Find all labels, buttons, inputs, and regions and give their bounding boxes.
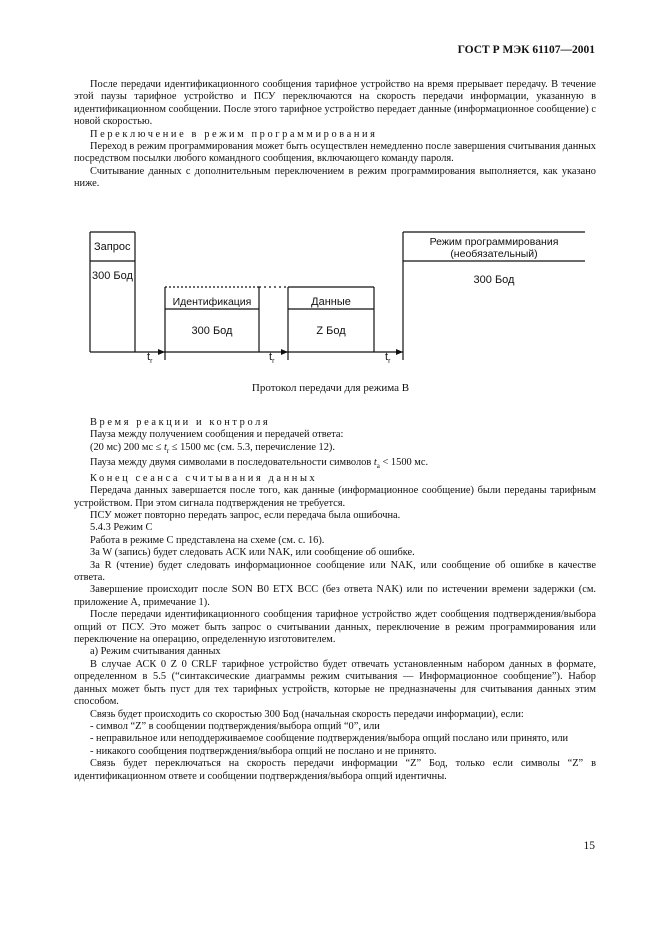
paragraph: Переход в режим программирования может быть осуществлен немедленно после завершения считывания данных посредством посылки любого командного сообщения, включающего команду пароля. xyxy=(74,141,596,165)
paragraph: После передачи идентификационного сообщения тарифное устройство на время прерывает передачу. В течение этой паузы тарифное устройство и ПСУ переключаются на скорость передачи информации, указанную в идентификационном сообщении. После этого тарифное устройство передает данные (информационное сообщение) с новой скоростью. xyxy=(74,79,596,128)
paragraph: За W (запись) будет следовать АСК или NAK, или сообщение об ошибке. xyxy=(90,547,415,559)
prog-speed: 300 Бод xyxy=(473,274,515,286)
list-item: - никакого сообщения подтверждения/выбора опций не послано и не принято. xyxy=(90,745,437,757)
arrow-3 xyxy=(396,349,403,355)
arrow-2 xyxy=(281,349,288,355)
data-label: Данные xyxy=(311,296,351,308)
arrow-1 xyxy=(158,349,165,355)
prog-label-line-2: (необязательный) xyxy=(450,248,538,260)
list-heading: а) Режим считывания данных xyxy=(90,646,221,658)
paragraph: Работа в режиме С представлена на схеме (см. с. 16). xyxy=(90,534,325,546)
request-speed: 300 Бод xyxy=(92,270,133,282)
mode-b-protocol-diagram xyxy=(0,0,661,380)
paragraph: ПСУ может повторно передать запрос, если передача была ошибочна. xyxy=(90,510,401,521)
t-label-2: $t_r$ xyxy=(269,351,275,365)
t-label-3: $t_r$ xyxy=(385,351,391,365)
page-number: 15 xyxy=(583,840,595,852)
paragraph: В случае АСК 0 Z 0 CRLF тарифное устройство будет отвечать установленным набором данных в формате, определенном в 5.5 (“синтаксические диаграммы режим считывания — Информационное сообщение”). Набор данных может быть пуст для тех тарифных устройств, которые не предназначены для считывания данных этим способом. xyxy=(74,658,596,708)
formula-line: Пауза между двумя символами в последовательности символов $t_a < 1500$ мс. xyxy=(90,457,429,471)
formula-line: (20 мс) 200 мс ≤ $t_r \le 1500$ мс (см. 5.3, перечисление 12). xyxy=(90,441,335,455)
list-item: - символ “Z” в сообщении подтверждения/выбора опций “0”, или xyxy=(90,720,380,732)
ident-label: Идентификация xyxy=(172,296,252,308)
document-header: ГОСТ Р МЭК 61107—2001 xyxy=(457,44,595,56)
paragraph: Завершение происходит после SON В0 ЕТХ ВСС (без ответа NAK) или по истечении времени задержки (см. приложение А, примечание 1). xyxy=(74,584,596,608)
diagram-caption: Протокол передачи для режима В xyxy=(251,382,410,394)
section-heading: Переключение в режим программирования xyxy=(90,128,378,140)
data-speed: Z Бод xyxy=(316,325,346,337)
request-label: Запрос xyxy=(94,241,131,253)
paragraph: Пауза между получением сообщения и передачей ответа: xyxy=(90,429,344,441)
section-heading: Время реакции и контроля xyxy=(90,417,271,428)
prog-label-line-1: Режим программирования xyxy=(429,236,559,248)
t-label-1: $t_r$ xyxy=(147,351,153,365)
body-section xyxy=(74,417,596,783)
paragraph: За R (чтение) будет следовать информационное сообщение или NAK, или сообщение об ошибке в качестве ответа. xyxy=(74,559,596,584)
paragraph: Связь будет происходить со скоростью 300 Бод (начальная скорость передачи информации), если: xyxy=(90,708,524,720)
paragraph: После передачи идентификационного сообщения тарифное устройство ждет сообщения подтверждения/выбора опций от ПСУ. Это может быть запрос о считывании данных, переключение в режим программирования или переключение на операцию, определенную изготовителем. xyxy=(74,609,596,646)
paragraph: Считывание данных с дополнительным переключением в режим программирования выполняется, как указано ниже. xyxy=(74,165,596,190)
section-heading: Конец сеанса считывания данных xyxy=(90,472,318,484)
paragraph: Передача данных завершается после того, как данные (информационное сообщение) были переданы тарифным устройством. При этом сигнала подтверждения не требуется. xyxy=(74,485,596,509)
paragraph: Связь будет переключаться на скорость передачи информации “Z” Бод, только если символы “Z” в идентификационном ответе и сообщении подтверждения/выбора опций идентичны. xyxy=(74,758,596,782)
ident-speed: 300 Бод xyxy=(191,325,233,337)
section-number-heading: 5.4.3 Режим С xyxy=(90,522,153,534)
list-item: - неправильное или неподдерживаемое сообщение подтверждения/выбора опций послано или принято, или xyxy=(90,733,569,745)
